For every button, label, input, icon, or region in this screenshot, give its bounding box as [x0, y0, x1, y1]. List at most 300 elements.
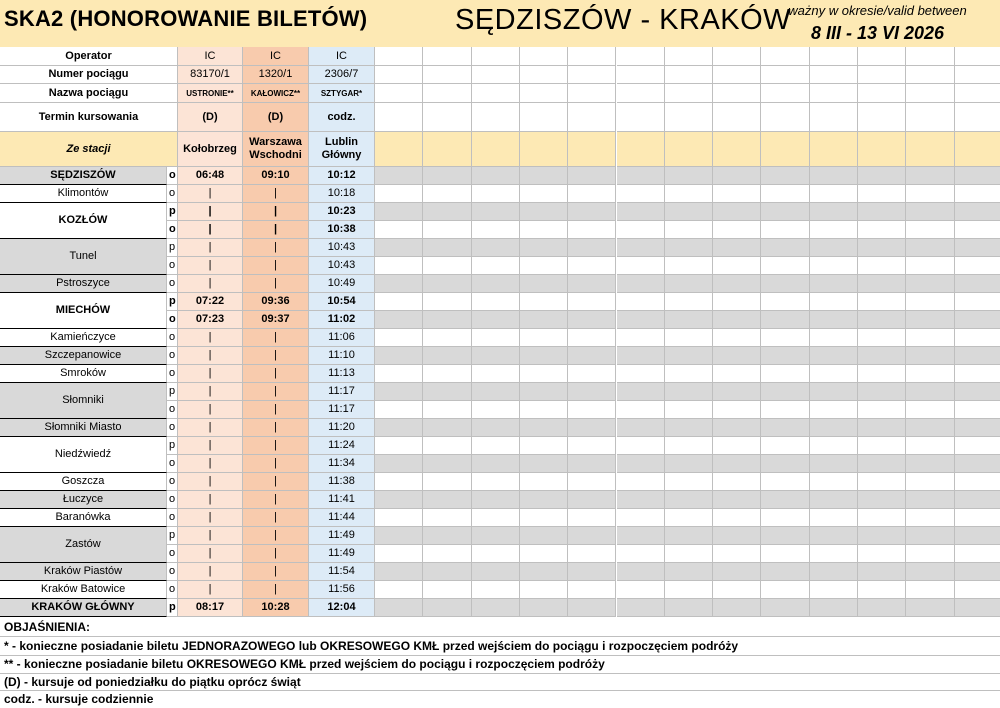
- empty-cell: [568, 293, 616, 311]
- departure-time: |: [178, 257, 243, 275]
- empty-cell: [423, 365, 471, 383]
- empty-cell: [423, 47, 471, 66]
- empty-cell: [858, 437, 906, 455]
- departure-time: |: [178, 401, 243, 419]
- empty-cell: [568, 221, 616, 239]
- departure-time: 11:41: [309, 491, 375, 509]
- stop-flag: o: [167, 491, 178, 509]
- departure-time: |: [243, 527, 309, 545]
- empty-cell: [761, 599, 809, 617]
- departure-time: |: [178, 581, 243, 599]
- empty-cell: [761, 293, 809, 311]
- empty-cell: [617, 599, 665, 617]
- empty-cell: [810, 132, 858, 167]
- empty-cell: [568, 103, 616, 132]
- departure-time: |: [243, 491, 309, 509]
- stop-flag: o: [167, 473, 178, 491]
- empty-cell: [713, 257, 761, 275]
- empty-cell: [761, 275, 809, 293]
- empty-cell: [617, 347, 665, 365]
- line-title: SKA2 (HONOROWANIE BILETÓW): [4, 6, 368, 31]
- empty-cell: [665, 383, 713, 401]
- departure-time: |: [243, 329, 309, 347]
- empty-cell: [906, 84, 954, 103]
- train-schedule: (D): [178, 103, 243, 132]
- empty-cell: [568, 47, 616, 66]
- station-name: Szczepanowice: [0, 347, 167, 365]
- departure-time: |: [243, 401, 309, 419]
- empty-cell: [472, 383, 520, 401]
- empty-cell: [375, 491, 423, 509]
- stop-flag: p: [167, 437, 178, 455]
- empty-cell: [713, 185, 761, 203]
- departure-time: 07:22: [178, 293, 243, 311]
- stop-flag: o: [167, 275, 178, 293]
- empty-cell: [713, 167, 761, 185]
- empty-cell: [568, 275, 616, 293]
- station-name: Kraków Batowice: [0, 581, 167, 599]
- empty-cell: [713, 419, 761, 437]
- empty-cell: [665, 84, 713, 103]
- empty-cell: [423, 185, 471, 203]
- empty-cell: [617, 329, 665, 347]
- empty-cell: [520, 437, 568, 455]
- empty-cell: [423, 66, 471, 84]
- empty-cell: [665, 509, 713, 527]
- empty-cell: [858, 365, 906, 383]
- empty-cell: [423, 599, 471, 617]
- empty-cell: [713, 491, 761, 509]
- empty-cell: [520, 527, 568, 545]
- station-name: KOZŁÓW: [0, 203, 167, 239]
- empty-cell: [713, 47, 761, 66]
- empty-cell: [568, 84, 616, 103]
- empty-cell: [375, 47, 423, 66]
- empty-cell: [906, 509, 954, 527]
- departure-time: |: [178, 383, 243, 401]
- empty-cell: [906, 132, 954, 167]
- empty-cell: [761, 545, 809, 563]
- empty-cell: [520, 185, 568, 203]
- empty-cell: [665, 437, 713, 455]
- departure-time: 09:36: [243, 293, 309, 311]
- train-operator: IC: [243, 47, 309, 66]
- empty-cell: [423, 221, 471, 239]
- train-schedule: (D): [243, 103, 309, 132]
- empty-cell: [472, 347, 520, 365]
- empty-cell: [713, 509, 761, 527]
- stop-flag: p: [167, 293, 178, 311]
- empty-cell: [906, 347, 954, 365]
- empty-cell: [617, 66, 665, 84]
- empty-cell: [375, 239, 423, 257]
- empty-cell: [568, 329, 616, 347]
- empty-cell: [761, 509, 809, 527]
- empty-cell: [472, 491, 520, 509]
- empty-cell: [423, 563, 471, 581]
- empty-cell: [568, 383, 616, 401]
- empty-cell: [617, 419, 665, 437]
- departure-time: |: [243, 275, 309, 293]
- empty-cell: [520, 383, 568, 401]
- empty-cell: [906, 275, 954, 293]
- empty-cell: [761, 66, 809, 84]
- empty-cell: [955, 401, 1000, 419]
- empty-cell: [665, 347, 713, 365]
- empty-cell: [472, 527, 520, 545]
- empty-cell: [375, 311, 423, 329]
- empty-cell: [472, 185, 520, 203]
- empty-cell: [568, 527, 616, 545]
- empty-cell: [906, 455, 954, 473]
- departure-time: |: [243, 239, 309, 257]
- empty-cell: [472, 401, 520, 419]
- validity-dates: 8 III - 13 VI 2026: [810, 23, 945, 43]
- empty-cell: [906, 66, 954, 84]
- empty-cell: [472, 581, 520, 599]
- empty-cell: [375, 103, 423, 132]
- empty-cell: [617, 581, 665, 599]
- departure-time: 11:44: [309, 509, 375, 527]
- empty-cell: [423, 167, 471, 185]
- empty-cell: [520, 365, 568, 383]
- station-name: Zastów: [0, 527, 167, 563]
- departure-time: |: [178, 347, 243, 365]
- empty-cell: [906, 437, 954, 455]
- empty-cell: [713, 383, 761, 401]
- empty-cell: [906, 257, 954, 275]
- empty-cell: [713, 84, 761, 103]
- station-name: Smroków: [0, 365, 167, 383]
- empty-cell: [568, 563, 616, 581]
- validity-label: ważny w okresie/valid between: [788, 3, 967, 18]
- empty-cell: [520, 221, 568, 239]
- empty-cell: [858, 329, 906, 347]
- departure-time: |: [243, 455, 309, 473]
- empty-cell: [568, 455, 616, 473]
- empty-cell: [472, 275, 520, 293]
- station-name: SĘDZISZÓW: [0, 167, 167, 185]
- departure-time: |: [178, 545, 243, 563]
- empty-cell: [472, 293, 520, 311]
- empty-cell: [423, 84, 471, 103]
- departure-time: 11:49: [309, 545, 375, 563]
- stop-flag: o: [167, 401, 178, 419]
- empty-cell: [375, 401, 423, 419]
- departure-time: 10:18: [309, 185, 375, 203]
- empty-cell: [810, 365, 858, 383]
- stop-flag: o: [167, 347, 178, 365]
- empty-cell: [955, 527, 1000, 545]
- empty-cell: [810, 491, 858, 509]
- departure-time: 10:43: [309, 239, 375, 257]
- empty-cell: [423, 437, 471, 455]
- empty-cell: [472, 132, 520, 167]
- train-operator: IC: [309, 47, 375, 66]
- departure-time: |: [243, 545, 309, 563]
- empty-cell: [423, 293, 471, 311]
- empty-cell: [665, 563, 713, 581]
- empty-cell: [955, 132, 1000, 167]
- empty-cell: [375, 347, 423, 365]
- departure-time: |: [243, 383, 309, 401]
- empty-cell: [520, 203, 568, 221]
- departure-time: |: [178, 203, 243, 221]
- empty-cell: [520, 103, 568, 132]
- empty-cell: [761, 383, 809, 401]
- departure-time: |: [178, 455, 243, 473]
- empty-cell: [665, 455, 713, 473]
- departure-time: |: [243, 365, 309, 383]
- empty-cell: [617, 383, 665, 401]
- empty-cell: [423, 581, 471, 599]
- empty-cell: [713, 401, 761, 419]
- train-name: USTRONIE**: [178, 84, 243, 103]
- empty-cell: [520, 347, 568, 365]
- empty-cell: [568, 257, 616, 275]
- empty-cell: [955, 47, 1000, 66]
- empty-cell: [568, 132, 616, 167]
- empty-cell: [713, 581, 761, 599]
- departure-time: 06:48: [178, 167, 243, 185]
- empty-cell: [472, 455, 520, 473]
- departure-time: 11:38: [309, 473, 375, 491]
- empty-cell: [568, 347, 616, 365]
- departure-time: |: [243, 347, 309, 365]
- empty-cell: [472, 66, 520, 84]
- info-label: Operator: [0, 47, 178, 66]
- empty-cell: [906, 293, 954, 311]
- empty-cell: [858, 239, 906, 257]
- empty-cell: [713, 545, 761, 563]
- departure-time: 07:23: [178, 311, 243, 329]
- empty-cell: [761, 329, 809, 347]
- empty-cell: [761, 419, 809, 437]
- empty-cell: [810, 581, 858, 599]
- empty-cell: [955, 437, 1000, 455]
- empty-cell: [423, 473, 471, 491]
- empty-cell: [375, 84, 423, 103]
- empty-cell: [520, 257, 568, 275]
- empty-cell: [665, 311, 713, 329]
- empty-cell: [472, 329, 520, 347]
- empty-cell: [423, 491, 471, 509]
- station-name: Łuczyce: [0, 491, 167, 509]
- empty-cell: [520, 275, 568, 293]
- empty-cell: [665, 329, 713, 347]
- empty-cell: [520, 491, 568, 509]
- empty-cell: [375, 383, 423, 401]
- empty-cell: [810, 383, 858, 401]
- empty-cell: [375, 419, 423, 437]
- empty-cell: [568, 437, 616, 455]
- empty-cell: [665, 545, 713, 563]
- empty-cell: [858, 455, 906, 473]
- empty-cell: [617, 455, 665, 473]
- empty-cell: [713, 347, 761, 365]
- empty-cell: [761, 132, 809, 167]
- empty-cell: [955, 365, 1000, 383]
- empty-cell: [568, 66, 616, 84]
- empty-cell: [375, 293, 423, 311]
- departure-time: |: [178, 365, 243, 383]
- empty-cell: [906, 239, 954, 257]
- empty-cell: [472, 311, 520, 329]
- departure-time: |: [243, 203, 309, 221]
- empty-cell: [713, 132, 761, 167]
- station-name: KRAKÓW GŁÓWNY: [0, 599, 167, 617]
- empty-cell: [665, 527, 713, 545]
- empty-cell: [617, 84, 665, 103]
- empty-cell: [858, 84, 906, 103]
- stop-flag: p: [167, 527, 178, 545]
- empty-cell: [810, 455, 858, 473]
- empty-cell: [472, 599, 520, 617]
- empty-cell: [665, 239, 713, 257]
- train-number: 1320/1: [243, 66, 309, 84]
- empty-cell: [520, 293, 568, 311]
- legend-line: * - konieczne posiadanie biletu JEDNORAZOWEGO lub OKRESOWEGO KMŁ przed wejściem do pociągu i rozpoczęciem podróży: [4, 639, 739, 653]
- info-label: Ze stacji: [0, 132, 178, 167]
- empty-cell: [375, 185, 423, 203]
- train-origin: Kołobrzeg: [178, 132, 243, 167]
- empty-cell: [906, 203, 954, 221]
- empty-cell: [617, 437, 665, 455]
- empty-cell: [955, 203, 1000, 221]
- info-label: Termin kursowania: [0, 103, 178, 132]
- departure-time: |: [178, 473, 243, 491]
- empty-cell: [858, 545, 906, 563]
- empty-cell: [761, 491, 809, 509]
- empty-cell: [375, 66, 423, 84]
- departure-time: |: [178, 527, 243, 545]
- empty-cell: [472, 167, 520, 185]
- empty-cell: [810, 167, 858, 185]
- departure-time: 12:04: [309, 599, 375, 617]
- empty-cell: [375, 581, 423, 599]
- empty-cell: [423, 275, 471, 293]
- empty-cell: [520, 239, 568, 257]
- empty-cell: [858, 581, 906, 599]
- empty-cell: [665, 257, 713, 275]
- departure-time: 09:10: [243, 167, 309, 185]
- stop-flag: o: [167, 509, 178, 527]
- empty-cell: [858, 132, 906, 167]
- empty-cell: [472, 103, 520, 132]
- empty-cell: [906, 103, 954, 132]
- empty-cell: [955, 257, 1000, 275]
- header-band: [0, 0, 1000, 47]
- empty-cell: [955, 545, 1000, 563]
- empty-cell: [472, 221, 520, 239]
- empty-cell: [472, 257, 520, 275]
- empty-cell: [906, 401, 954, 419]
- empty-cell: [520, 419, 568, 437]
- empty-cell: [955, 275, 1000, 293]
- station-name: Tunel: [0, 239, 167, 275]
- empty-cell: [810, 419, 858, 437]
- empty-cell: [713, 66, 761, 84]
- empty-cell: [665, 47, 713, 66]
- empty-cell: [665, 275, 713, 293]
- empty-cell: [810, 509, 858, 527]
- empty-cell: [375, 329, 423, 347]
- empty-cell: [858, 401, 906, 419]
- empty-cell: [713, 473, 761, 491]
- departure-time: 11:20: [309, 419, 375, 437]
- empty-cell: [858, 185, 906, 203]
- departure-time: 11:34: [309, 455, 375, 473]
- departure-time: |: [178, 491, 243, 509]
- empty-cell: [955, 347, 1000, 365]
- empty-cell: [665, 132, 713, 167]
- empty-cell: [761, 401, 809, 419]
- departure-time: 11:17: [309, 401, 375, 419]
- empty-cell: [810, 347, 858, 365]
- empty-cell: [713, 527, 761, 545]
- empty-cell: [520, 167, 568, 185]
- empty-cell: [761, 84, 809, 103]
- empty-cell: [906, 491, 954, 509]
- station-name: Słomniki: [0, 383, 167, 419]
- departure-time: |: [178, 239, 243, 257]
- departure-time: 10:54: [309, 293, 375, 311]
- empty-cell: [810, 545, 858, 563]
- empty-cell: [375, 527, 423, 545]
- station-name: Baranówka: [0, 509, 167, 527]
- empty-cell: [955, 103, 1000, 132]
- empty-cell: [665, 103, 713, 132]
- legend-title: OBJAŚNIENIA:: [4, 620, 91, 634]
- empty-cell: [375, 599, 423, 617]
- empty-cell: [423, 527, 471, 545]
- departure-time: |: [243, 221, 309, 239]
- empty-cell: [858, 563, 906, 581]
- empty-cell: [858, 221, 906, 239]
- empty-cell: [713, 311, 761, 329]
- empty-cell: [375, 132, 423, 167]
- empty-cell: [906, 527, 954, 545]
- empty-cell: [665, 581, 713, 599]
- empty-cell: [375, 437, 423, 455]
- timetable-grid: [0, 47, 1000, 618]
- empty-cell: [520, 84, 568, 103]
- empty-cell: [858, 293, 906, 311]
- empty-cell: [568, 365, 616, 383]
- empty-cell: [761, 257, 809, 275]
- empty-cell: [761, 311, 809, 329]
- empty-cell: [568, 491, 616, 509]
- empty-cell: [665, 203, 713, 221]
- empty-cell: [423, 239, 471, 257]
- empty-cell: [955, 383, 1000, 401]
- stop-flag: o: [167, 563, 178, 581]
- train-name: KAŁOWICZ**: [243, 84, 309, 103]
- info-label: Numer pociągu: [0, 66, 178, 84]
- empty-cell: [423, 509, 471, 527]
- departure-time: 08:17: [178, 599, 243, 617]
- empty-cell: [665, 599, 713, 617]
- departure-time: 11:10: [309, 347, 375, 365]
- empty-cell: [810, 275, 858, 293]
- departure-time: |: [178, 437, 243, 455]
- empty-cell: [375, 275, 423, 293]
- empty-cell: [761, 455, 809, 473]
- stop-flag: p: [167, 599, 178, 617]
- departure-time: 10:23: [309, 203, 375, 221]
- departure-time: 10:12: [309, 167, 375, 185]
- stop-flag: o: [167, 455, 178, 473]
